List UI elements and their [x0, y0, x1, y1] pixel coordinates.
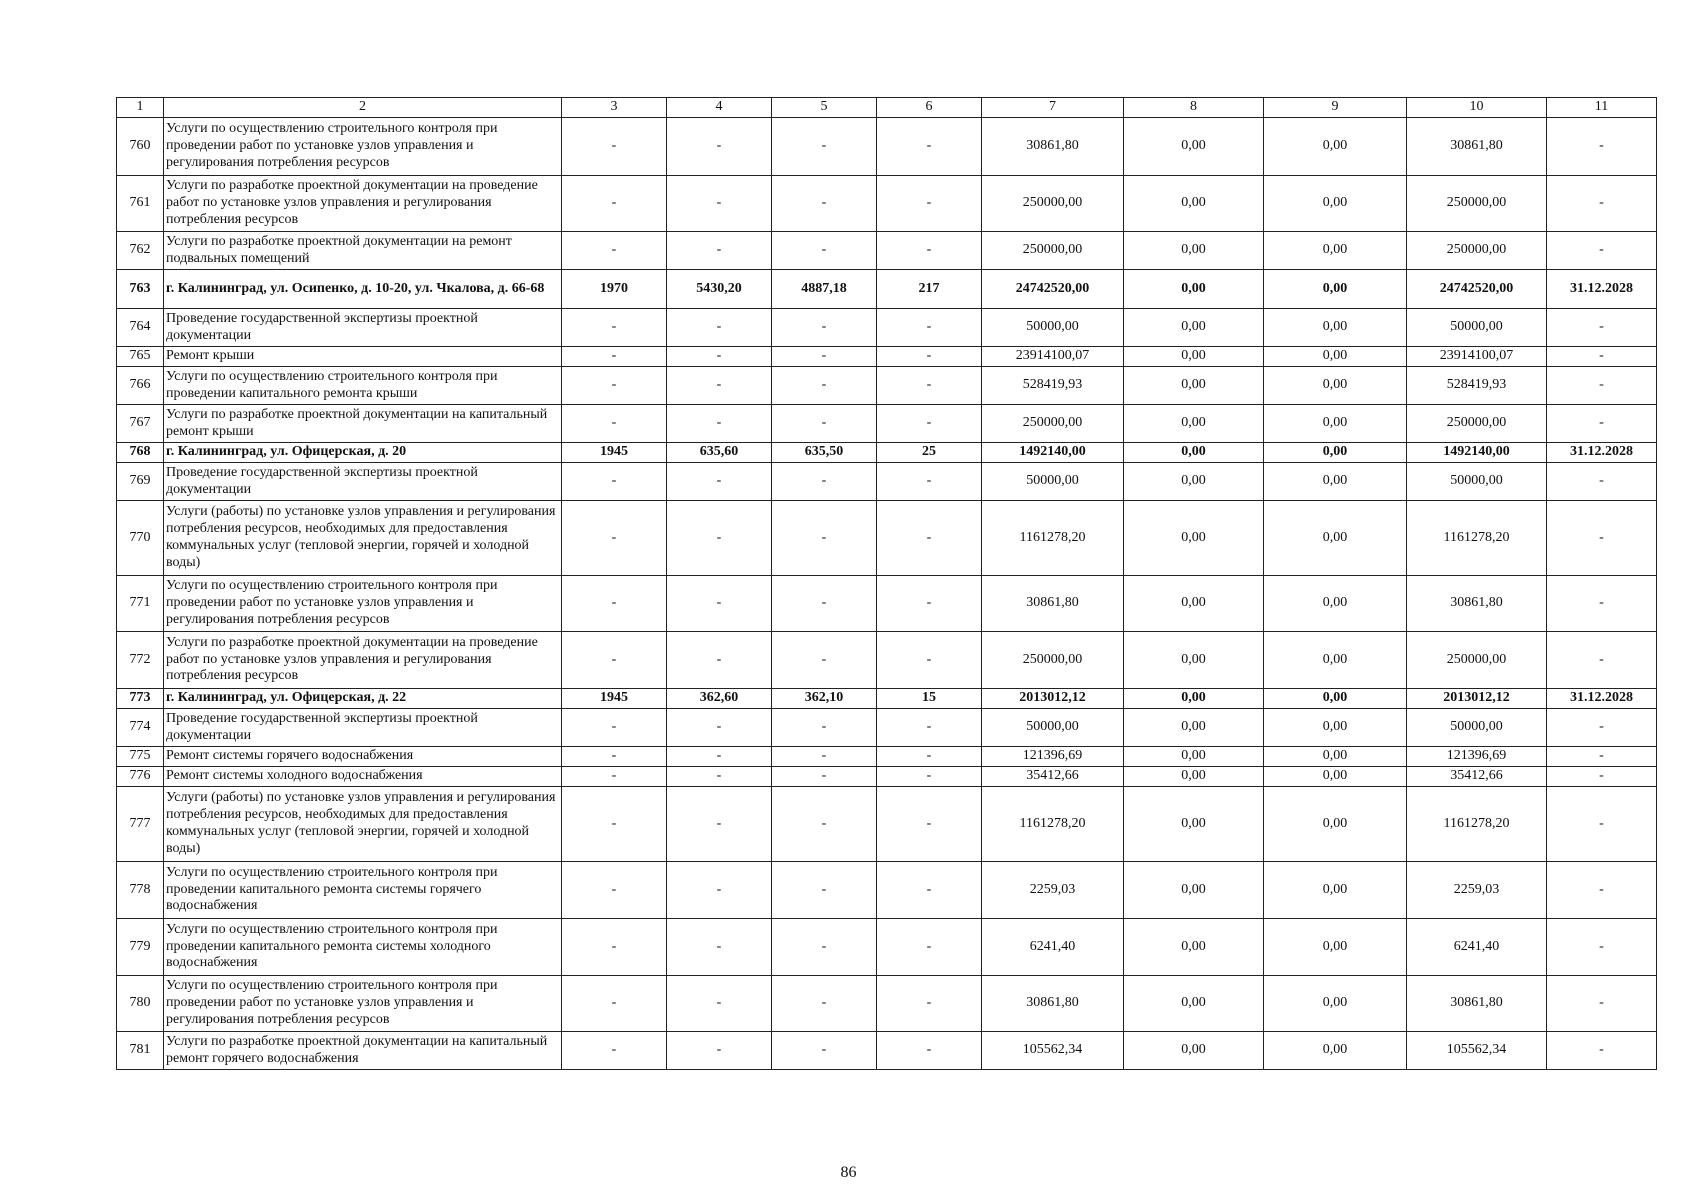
total-area-cell: - — [667, 919, 772, 976]
living-area-cell: - — [772, 347, 877, 367]
owners-cost-cell: 250000,00 — [1407, 632, 1547, 689]
fund-cost-cell: 0,00 — [1124, 232, 1264, 270]
owners-cost-cell: 30861,80 — [1407, 576, 1547, 632]
total-area-cell: - — [667, 767, 772, 787]
year-built-cell: - — [562, 787, 667, 862]
fund-cost-cell: 0,00 — [1124, 443, 1264, 463]
fund-cost-cell: 0,00 — [1124, 862, 1264, 919]
budget-cost-cell: 0,00 — [1264, 443, 1407, 463]
completion-date-cell: - — [1547, 463, 1657, 501]
residents-cell: - — [877, 367, 982, 405]
budget-cost-cell: 0,00 — [1264, 747, 1407, 767]
table-row — [117, 443, 1657, 463]
owners-cost-cell: 50000,00 — [1407, 463, 1547, 501]
row-number-cell: 773 — [117, 689, 164, 709]
fund-cost-cell: 0,00 — [1124, 405, 1264, 443]
total-area-cell: - — [667, 976, 772, 1032]
work-description-cell: Ремонт системы горячего водоснабжения — [164, 747, 562, 767]
table-row — [117, 709, 1657, 747]
fund-cost-cell: 0,00 — [1124, 767, 1264, 787]
living-area-cell: - — [772, 919, 877, 976]
row-number-cell: 768 — [117, 443, 164, 463]
row-number-cell: 763 — [117, 270, 164, 309]
year-built-cell: - — [562, 709, 667, 747]
owners-cost-cell: 250000,00 — [1407, 405, 1547, 443]
total-cost-cell: 1492140,00 — [982, 443, 1124, 463]
budget-cost-cell: 0,00 — [1264, 767, 1407, 787]
total-area-cell: - — [667, 747, 772, 767]
year-built-cell: 1945 — [562, 689, 667, 709]
total-area-cell: - — [667, 176, 772, 232]
total-cost-cell: 2259,03 — [982, 862, 1124, 919]
completion-date-cell: - — [1547, 347, 1657, 367]
table-row — [117, 405, 1657, 443]
year-built-cell: - — [562, 176, 667, 232]
owners-cost-cell: 2259,03 — [1407, 862, 1547, 919]
row-number-cell: 777 — [117, 787, 164, 862]
living-area-cell: - — [772, 501, 877, 576]
table-row — [117, 787, 1657, 862]
work-description-cell: Услуги по осуществлению строительного контроля при проведении капитального ремонта системы горячего водоснабжения — [164, 862, 562, 919]
fund-cost-cell: 0,00 — [1124, 270, 1264, 309]
residents-cell: - — [877, 405, 982, 443]
total-area-cell: 362,60 — [667, 689, 772, 709]
row-number-cell: 769 — [117, 463, 164, 501]
residents-cell: - — [877, 176, 982, 232]
row-number-cell: 775 — [117, 747, 164, 767]
living-area-cell: - — [772, 1032, 877, 1070]
completion-date-cell: - — [1547, 862, 1657, 919]
completion-date-cell: - — [1547, 976, 1657, 1032]
row-number-cell: 781 — [117, 1032, 164, 1070]
owners-cost-cell: 250000,00 — [1407, 176, 1547, 232]
budget-cost-cell: 0,00 — [1264, 576, 1407, 632]
completion-date-cell: - — [1547, 919, 1657, 976]
living-area-cell: - — [772, 632, 877, 689]
fund-cost-cell: 0,00 — [1124, 347, 1264, 367]
table-row — [117, 767, 1657, 787]
budget-cost-cell: 0,00 — [1264, 309, 1407, 347]
budget-cost-cell: 0,00 — [1264, 405, 1407, 443]
table-row — [117, 118, 1657, 176]
row-number-cell: 772 — [117, 632, 164, 689]
fund-cost-cell: 0,00 — [1124, 118, 1264, 176]
year-built-cell: - — [562, 862, 667, 919]
fund-cost-cell: 0,00 — [1124, 689, 1264, 709]
header-cell: 6 — [877, 98, 982, 118]
year-built-cell: 1945 — [562, 443, 667, 463]
fund-cost-cell: 0,00 — [1124, 1032, 1264, 1070]
row-number-cell: 760 — [117, 118, 164, 176]
completion-date-cell: - — [1547, 632, 1657, 689]
owners-cost-cell: 6241,40 — [1407, 919, 1547, 976]
work-description-cell: Ремонт крыши — [164, 347, 562, 367]
living-area-cell: - — [772, 118, 877, 176]
header-cell: 11 — [1547, 98, 1657, 118]
living-area-cell: - — [772, 787, 877, 862]
completion-date-cell: - — [1547, 709, 1657, 747]
row-number-cell: 771 — [117, 576, 164, 632]
total-cost-cell: 250000,00 — [982, 632, 1124, 689]
row-number-cell: 778 — [117, 862, 164, 919]
owners-cost-cell: 30861,80 — [1407, 976, 1547, 1032]
owners-cost-cell: 23914100,07 — [1407, 347, 1547, 367]
work-description-cell: Услуги по осуществлению строительного контроля при проведении работ по установке узлов управления и регулирования потребления ресурсов — [164, 976, 562, 1032]
residents-cell: - — [877, 787, 982, 862]
header-cell: 4 — [667, 98, 772, 118]
work-description-cell: Услуги (работы) по установке узлов управления и регулирования потребления ресурсов, необходимых для предоставления коммунальных услуг (тепловой энергии, горячей и холодной воды) — [164, 501, 562, 576]
living-area-cell: - — [772, 747, 877, 767]
total-area-cell: - — [667, 787, 772, 862]
year-built-cell: - — [562, 118, 667, 176]
total-area-cell: - — [667, 862, 772, 919]
year-built-cell: - — [562, 976, 667, 1032]
work-description-cell: Проведение государственной экспертизы проектной документации — [164, 709, 562, 747]
header-cell: 1 — [117, 98, 164, 118]
fund-cost-cell: 0,00 — [1124, 632, 1264, 689]
completion-date-cell: - — [1547, 787, 1657, 862]
year-built-cell: 1970 — [562, 270, 667, 309]
year-built-cell: - — [562, 367, 667, 405]
residents-cell: - — [877, 501, 982, 576]
row-number-cell: 767 — [117, 405, 164, 443]
residents-cell: 25 — [877, 443, 982, 463]
fund-cost-cell: 0,00 — [1124, 919, 1264, 976]
total-cost-cell: 250000,00 — [982, 405, 1124, 443]
owners-cost-cell: 2013012,12 — [1407, 689, 1547, 709]
living-area-cell: - — [772, 405, 877, 443]
residents-cell: - — [877, 463, 982, 501]
residents-cell: - — [877, 576, 982, 632]
total-cost-cell: 50000,00 — [982, 463, 1124, 501]
residents-cell: - — [877, 747, 982, 767]
table-row — [117, 689, 1657, 709]
year-built-cell: - — [562, 747, 667, 767]
residents-cell: - — [877, 919, 982, 976]
header-cell: 7 — [982, 98, 1124, 118]
row-number-cell: 765 — [117, 347, 164, 367]
budget-cost-cell: 0,00 — [1264, 632, 1407, 689]
budget-cost-cell: 0,00 — [1264, 787, 1407, 862]
work-description-cell: Услуги по осуществлению строительного контроля при проведении работ по установке узлов управления и регулирования потребления ресурсов — [164, 118, 562, 176]
fund-cost-cell: 0,00 — [1124, 576, 1264, 632]
fund-cost-cell: 0,00 — [1124, 976, 1264, 1032]
living-area-cell: - — [772, 709, 877, 747]
completion-date-cell: - — [1547, 118, 1657, 176]
work-description-cell: Услуги по разработке проектной документации на ремонт подвальных помещений — [164, 232, 562, 270]
total-cost-cell: 250000,00 — [982, 232, 1124, 270]
residents-cell: - — [877, 232, 982, 270]
total-cost-cell: 2013012,12 — [982, 689, 1124, 709]
table-row — [117, 576, 1657, 632]
total-cost-cell: 250000,00 — [982, 176, 1124, 232]
living-area-cell: - — [772, 367, 877, 405]
completion-date-cell: - — [1547, 747, 1657, 767]
header-row — [117, 98, 1657, 118]
total-area-cell: - — [667, 405, 772, 443]
table-row — [117, 463, 1657, 501]
row-number-cell: 762 — [117, 232, 164, 270]
owners-cost-cell: 250000,00 — [1407, 232, 1547, 270]
residents-cell: - — [877, 347, 982, 367]
total-area-cell: - — [667, 347, 772, 367]
living-area-cell: - — [772, 309, 877, 347]
completion-date-cell: - — [1547, 367, 1657, 405]
living-area-cell: - — [772, 232, 877, 270]
owners-cost-cell: 50000,00 — [1407, 709, 1547, 747]
completion-date-cell: - — [1547, 176, 1657, 232]
budget-cost-cell: 0,00 — [1264, 1032, 1407, 1070]
owners-cost-cell: 121396,69 — [1407, 747, 1547, 767]
row-number-cell: 766 — [117, 367, 164, 405]
capital-repair-table — [116, 97, 1657, 1070]
work-description-cell: Услуги по осуществлению строительного контроля при проведении капитального ремонта крыши — [164, 367, 562, 405]
year-built-cell: - — [562, 919, 667, 976]
header-cell: 9 — [1264, 98, 1407, 118]
total-area-cell: - — [667, 118, 772, 176]
year-built-cell: - — [562, 232, 667, 270]
total-cost-cell: 1161278,20 — [982, 501, 1124, 576]
work-description-cell: Ремонт системы холодного водоснабжения — [164, 767, 562, 787]
budget-cost-cell: 0,00 — [1264, 862, 1407, 919]
owners-cost-cell: 1492140,00 — [1407, 443, 1547, 463]
row-number-cell: 770 — [117, 501, 164, 576]
owners-cost-cell: 1161278,20 — [1407, 501, 1547, 576]
budget-cost-cell: 0,00 — [1264, 501, 1407, 576]
year-built-cell: - — [562, 767, 667, 787]
fund-cost-cell: 0,00 — [1124, 747, 1264, 767]
total-cost-cell: 23914100,07 — [982, 347, 1124, 367]
work-description-cell: г. Калининград, ул. Офицерская, д. 22 — [164, 689, 562, 709]
completion-date-cell: - — [1547, 309, 1657, 347]
budget-cost-cell: 0,00 — [1264, 463, 1407, 501]
owners-cost-cell: 105562,34 — [1407, 1032, 1547, 1070]
table-row — [117, 1032, 1657, 1070]
work-description-cell: Услуги по разработке проектной документации на проведение работ по установке узлов управления и регулирования потребления ресурсов — [164, 632, 562, 689]
owners-cost-cell: 24742520,00 — [1407, 270, 1547, 309]
total-area-cell: - — [667, 501, 772, 576]
year-built-cell: - — [562, 463, 667, 501]
year-built-cell: - — [562, 501, 667, 576]
living-area-cell: - — [772, 576, 877, 632]
completion-date-cell: - — [1547, 576, 1657, 632]
year-built-cell: - — [562, 405, 667, 443]
work-description-cell: Проведение государственной экспертизы проектной документации — [164, 463, 562, 501]
table-row — [117, 347, 1657, 367]
budget-cost-cell: 0,00 — [1264, 270, 1407, 309]
budget-cost-cell: 0,00 — [1264, 689, 1407, 709]
work-description-cell: Проведение государственной экспертизы проектной документации — [164, 309, 562, 347]
row-number-cell: 761 — [117, 176, 164, 232]
total-area-cell: - — [667, 1032, 772, 1070]
living-area-cell: - — [772, 463, 877, 501]
header-cell: 5 — [772, 98, 877, 118]
total-area-cell: - — [667, 309, 772, 347]
residents-cell: - — [877, 862, 982, 919]
work-description-cell: Услуги по осуществлению строительного контроля при проведении капитального ремонта системы холодного водоснабжения — [164, 919, 562, 976]
table-row — [117, 976, 1657, 1032]
row-number-cell: 779 — [117, 919, 164, 976]
total-cost-cell: 121396,69 — [982, 747, 1124, 767]
residents-cell: - — [877, 976, 982, 1032]
total-area-cell: - — [667, 367, 772, 405]
row-number-cell: 774 — [117, 709, 164, 747]
total-cost-cell: 30861,80 — [982, 576, 1124, 632]
work-description-cell: г. Калининград, ул. Осипенко, д. 10-20, ул. Чкалова, д. 66-68 — [164, 270, 562, 309]
total-cost-cell: 528419,93 — [982, 367, 1124, 405]
budget-cost-cell: 0,00 — [1264, 976, 1407, 1032]
budget-cost-cell: 0,00 — [1264, 118, 1407, 176]
total-area-cell: 5430,20 — [667, 270, 772, 309]
owners-cost-cell: 50000,00 — [1407, 309, 1547, 347]
header-cell: 3 — [562, 98, 667, 118]
completion-date-cell: 31.12.2028 — [1547, 689, 1657, 709]
total-cost-cell: 50000,00 — [982, 309, 1124, 347]
total-cost-cell: 35412,66 — [982, 767, 1124, 787]
residents-cell: - — [877, 709, 982, 747]
fund-cost-cell: 0,00 — [1124, 367, 1264, 405]
living-area-cell: - — [772, 862, 877, 919]
completion-date-cell: - — [1547, 232, 1657, 270]
residents-cell: - — [877, 309, 982, 347]
total-cost-cell: 30861,80 — [982, 976, 1124, 1032]
total-cost-cell: 105562,34 — [982, 1032, 1124, 1070]
budget-cost-cell: 0,00 — [1264, 347, 1407, 367]
year-built-cell: - — [562, 1032, 667, 1070]
year-built-cell: - — [562, 576, 667, 632]
table-row — [117, 309, 1657, 347]
row-number-cell: 764 — [117, 309, 164, 347]
residents-cell: - — [877, 1032, 982, 1070]
fund-cost-cell: 0,00 — [1124, 501, 1264, 576]
total-area-cell: - — [667, 232, 772, 270]
header-cell: 10 — [1407, 98, 1547, 118]
total-area-cell: - — [667, 576, 772, 632]
budget-cost-cell: 0,00 — [1264, 176, 1407, 232]
year-built-cell: - — [562, 309, 667, 347]
completion-date-cell: - — [1547, 767, 1657, 787]
residents-cell: - — [877, 632, 982, 689]
fund-cost-cell: 0,00 — [1124, 463, 1264, 501]
budget-cost-cell: 0,00 — [1264, 709, 1407, 747]
living-area-cell: - — [772, 976, 877, 1032]
table-row — [117, 919, 1657, 976]
table-row — [117, 501, 1657, 576]
budget-cost-cell: 0,00 — [1264, 919, 1407, 976]
fund-cost-cell: 0,00 — [1124, 176, 1264, 232]
completion-date-cell: - — [1547, 1032, 1657, 1070]
total-cost-cell: 24742520,00 — [982, 270, 1124, 309]
work-description-cell: Услуги по разработке проектной документации на проведение работ по установке узлов управления и регулирования потребления ресурсов — [164, 176, 562, 232]
total-cost-cell: 6241,40 — [982, 919, 1124, 976]
table-row — [117, 747, 1657, 767]
fund-cost-cell: 0,00 — [1124, 309, 1264, 347]
living-area-cell: - — [772, 767, 877, 787]
work-description-cell: Услуги (работы) по установке узлов управления и регулирования потребления ресурсов, необходимых для предоставления коммунальных услуг (тепловой энергии, горячей и холодной воды) — [164, 787, 562, 862]
total-cost-cell: 1161278,20 — [982, 787, 1124, 862]
total-cost-cell: 50000,00 — [982, 709, 1124, 747]
table-row — [117, 176, 1657, 232]
fund-cost-cell: 0,00 — [1124, 709, 1264, 747]
living-area-cell: 362,10 — [772, 689, 877, 709]
owners-cost-cell: 1161278,20 — [1407, 787, 1547, 862]
residents-cell: - — [877, 118, 982, 176]
header-cell: 8 — [1124, 98, 1264, 118]
table-row — [117, 632, 1657, 689]
budget-cost-cell: 0,00 — [1264, 232, 1407, 270]
row-number-cell: 776 — [117, 767, 164, 787]
year-built-cell: - — [562, 632, 667, 689]
work-description-cell: Услуги по осуществлению строительного контроля при проведении работ по установке узлов управления и регулирования потребления ресурсов — [164, 576, 562, 632]
owners-cost-cell: 528419,93 — [1407, 367, 1547, 405]
total-area-cell: - — [667, 632, 772, 689]
total-cost-cell: 30861,80 — [982, 118, 1124, 176]
table-row — [117, 232, 1657, 270]
work-description-cell: Услуги по разработке проектной документации на капитальный ремонт крыши — [164, 405, 562, 443]
living-area-cell: 4887,18 — [772, 270, 877, 309]
completion-date-cell: 31.12.2028 — [1547, 270, 1657, 309]
living-area-cell: - — [772, 176, 877, 232]
work-description-cell: Услуги по разработке проектной документации на капитальный ремонт горячего водоснабжения — [164, 1032, 562, 1070]
residents-cell: 217 — [877, 270, 982, 309]
header-cell: 2 — [164, 98, 562, 118]
year-built-cell: - — [562, 347, 667, 367]
owners-cost-cell: 35412,66 — [1407, 767, 1547, 787]
table-row — [117, 367, 1657, 405]
living-area-cell: 635,50 — [772, 443, 877, 463]
completion-date-cell: 31.12.2028 — [1547, 443, 1657, 463]
total-area-cell: - — [667, 463, 772, 501]
row-number-cell: 780 — [117, 976, 164, 1032]
completion-date-cell: - — [1547, 405, 1657, 443]
residents-cell: 15 — [877, 689, 982, 709]
page-number: 86 — [840, 1164, 857, 1181]
table-row — [117, 862, 1657, 919]
completion-date-cell: - — [1547, 501, 1657, 576]
total-area-cell: 635,60 — [667, 443, 772, 463]
owners-cost-cell: 30861,80 — [1407, 118, 1547, 176]
total-area-cell: - — [667, 709, 772, 747]
work-description-cell: г. Калининград, ул. Офицерская, д. 20 — [164, 443, 562, 463]
budget-cost-cell: 0,00 — [1264, 367, 1407, 405]
residents-cell: - — [877, 767, 982, 787]
table-row — [117, 270, 1657, 309]
fund-cost-cell: 0,00 — [1124, 787, 1264, 862]
